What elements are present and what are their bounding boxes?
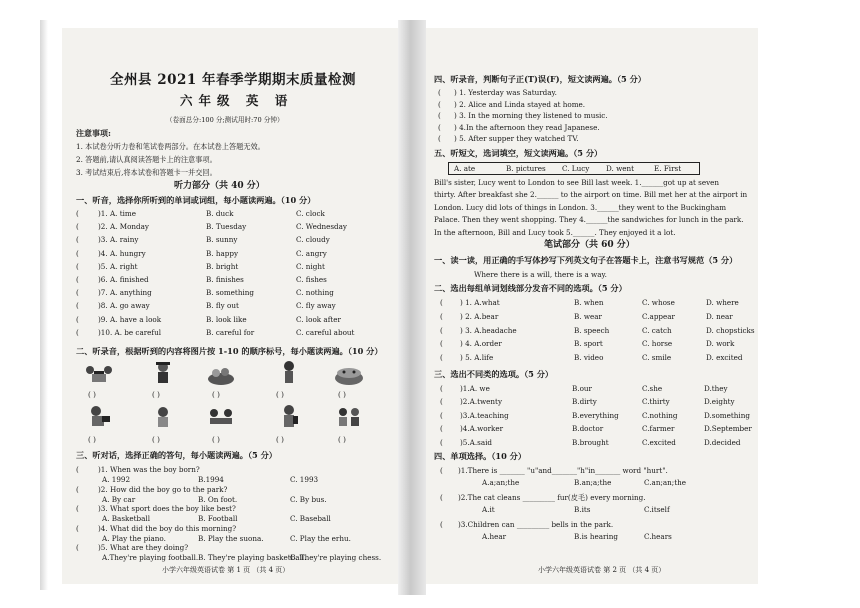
word-bank-a: A. ate bbox=[454, 164, 476, 173]
answer-blank[interactable]: ( bbox=[438, 99, 441, 109]
notice-heading: 注意事项: bbox=[76, 128, 111, 138]
single-choice-option-c: C.itself bbox=[644, 505, 670, 514]
odd-one-out-c: C.farmer bbox=[642, 424, 675, 434]
exam-page-1 bbox=[62, 28, 398, 584]
answer-blank[interactable]: ( bbox=[440, 437, 443, 447]
odd-one-out-c: C.excited bbox=[642, 437, 676, 447]
picture-person-reading bbox=[84, 404, 114, 428]
listening-3-option-a: A. By car bbox=[102, 494, 136, 504]
answer-blank[interactable]: ( bbox=[438, 111, 441, 120]
phonics-option-d: D. chopsticks bbox=[706, 325, 755, 335]
word-bank-b: B. pictures bbox=[506, 164, 546, 173]
answer-blank[interactable]: ( bbox=[76, 275, 79, 284]
answer-blank[interactable]: ( bbox=[76, 301, 79, 311]
phonics-option-d: D. excited bbox=[706, 353, 743, 363]
listening-1-option-b: B. happy bbox=[206, 248, 239, 258]
odd-one-out-a: )4.A.worker bbox=[460, 424, 504, 434]
odd-one-out-a: )3.A.teaching bbox=[460, 410, 509, 420]
listening-3-option-a: A. Basketball bbox=[102, 514, 150, 523]
page-1-footer: 小学六年级英语试卷 第 1 页 （共 4 页） bbox=[162, 566, 290, 574]
phonics-option-c: C. horse bbox=[642, 339, 673, 349]
written-1-heading: 一、读一读，用正确的手写体抄写下列英文句子在答题卡上，注意书写规范（5 分） bbox=[434, 255, 738, 265]
listening-1-option-c: C. careful about bbox=[296, 327, 355, 337]
single-choice-option-b: B.an;a;the bbox=[574, 478, 612, 487]
odd-one-out-b: B.dirty bbox=[572, 397, 597, 407]
listening-1-option-b: B. duck bbox=[206, 209, 234, 218]
listening-3-option-c: C. Baseball bbox=[290, 514, 331, 523]
answer-blank[interactable]: ( bbox=[76, 222, 79, 232]
odd-one-out-c: C.nothing bbox=[642, 410, 678, 420]
section-5-heading: 五、听短文，选词填空，短文读两遍。（5 分） bbox=[434, 148, 603, 158]
picture-cake bbox=[334, 362, 364, 386]
listening-1-item: )3. A. rainy bbox=[98, 235, 139, 245]
listening-1-option-c: C. cloudy bbox=[296, 235, 330, 245]
answer-blank[interactable]: ( bbox=[76, 209, 79, 218]
exam-subtitle: 六年级 英 语 bbox=[180, 93, 294, 108]
listening-1-item: )2. A. Monday bbox=[98, 222, 149, 232]
passage-line: Bill's sister, Lucy went to London to see Bill last week. 1.______got up at seven bbox=[434, 178, 720, 187]
listening-1-item: )6. A. finished bbox=[98, 275, 149, 284]
true-false-item: ) 2. Alice and Linda stayed at home. bbox=[454, 99, 586, 109]
phonics-option-b: B. wear bbox=[574, 311, 602, 321]
listening-1-option-b: B. Tuesday bbox=[206, 222, 247, 232]
answer-blank[interactable]: ( bbox=[440, 424, 443, 434]
odd-one-out-b: B.our bbox=[572, 384, 592, 393]
listening-1-option-b: B. fly out bbox=[206, 301, 239, 311]
answer-blank[interactable]: ( bbox=[440, 410, 443, 420]
odd-one-out-c: C.thirty bbox=[642, 397, 670, 407]
picture-basket-food bbox=[206, 362, 236, 386]
listening-1-option-b: B. bright bbox=[206, 261, 239, 271]
section-1-heading: 一、听音，选择你所听到的单词或词组，每小题读两遍。（10 分） bbox=[76, 195, 316, 205]
listening-3-option-c: C. By bus. bbox=[290, 494, 327, 504]
notice-line-3: 3. 考试结束后,将本试卷和答题卡一并交回。 bbox=[76, 168, 217, 177]
single-choice-option-c: C.an;an;the bbox=[644, 478, 686, 487]
odd-one-out-b: B.brought bbox=[572, 437, 609, 447]
listening-3-option-b: B. On foot. bbox=[198, 494, 238, 504]
picture-label-6: ( ) bbox=[88, 435, 96, 444]
phonics-option-b: B. speech bbox=[574, 325, 610, 335]
phonics-option-c: C. catch bbox=[642, 325, 672, 335]
single-choice-option-a: A.a;an;the bbox=[482, 478, 520, 487]
picture-label-5: ( ) bbox=[338, 390, 346, 399]
listening-1-option-c: C. Wednesday bbox=[296, 222, 347, 232]
written-2-heading: 二、选出每组单词划线部分发音不同的选项。（5 分） bbox=[434, 283, 627, 293]
listening-1-option-b: B. careful for bbox=[206, 327, 255, 337]
listening-1-option-c: C. nothing bbox=[296, 288, 334, 298]
answer-blank[interactable]: ( bbox=[438, 134, 441, 143]
listening-1-option-c: C. look after bbox=[296, 314, 341, 324]
picture-children-playing bbox=[334, 404, 364, 428]
listening-1-option-c: C. fly away bbox=[296, 301, 336, 311]
odd-one-out-d: D.they bbox=[704, 384, 728, 393]
listening-1-option-c: C. clock bbox=[296, 209, 325, 218]
phonics-option-b: B. when bbox=[574, 298, 604, 307]
answer-blank[interactable]: ( bbox=[76, 523, 79, 533]
answer-blank[interactable]: ( bbox=[440, 466, 443, 475]
picture-family-meal bbox=[206, 404, 236, 428]
answer-blank[interactable]: ( bbox=[76, 261, 79, 271]
listening-1-item: )9. A. have a look bbox=[98, 314, 162, 324]
exam-page-2 bbox=[426, 28, 758, 584]
answer-blank[interactable]: ( bbox=[76, 327, 79, 337]
picture-label-8: ( ) bbox=[212, 435, 220, 444]
phonics-option-c: C. whose bbox=[642, 298, 675, 307]
listening-3-option-b: B. Play the suona. bbox=[198, 533, 264, 543]
listening-3-option-a: A. Play the piano. bbox=[102, 533, 166, 543]
answer-blank[interactable]: ( bbox=[440, 520, 443, 529]
odd-one-out-c: C.she bbox=[642, 384, 663, 393]
answer-blank[interactable]: ( bbox=[440, 298, 443, 307]
single-choice-question: )3.Children can _________ bells in the park. bbox=[458, 520, 614, 529]
listening-1-item: )7. A. anything bbox=[98, 288, 152, 298]
picture-label-10: ( ) bbox=[338, 435, 346, 444]
page-edge-shadow bbox=[40, 20, 48, 590]
answer-blank[interactable]: ( bbox=[440, 325, 443, 335]
listening-1-item: )1. A. time bbox=[98, 209, 136, 218]
written-1-sentence: Where there is a will, there is a way. bbox=[474, 270, 607, 279]
passage-line: In the afternoon, Bill and Lucy took 5.______. They enjoyed it a lot. bbox=[434, 227, 676, 237]
listening-3-option-a: A.They're playing football. bbox=[102, 553, 199, 562]
single-choice-option-b: B.its bbox=[574, 505, 591, 514]
odd-one-out-a: )1.A. we bbox=[460, 384, 490, 393]
phonics-option-c: C.appear bbox=[642, 311, 675, 321]
answer-blank[interactable]: ( bbox=[76, 504, 79, 513]
true-false-item: ) 1. Yesterday was Saturday. bbox=[454, 88, 557, 97]
listening-3-option-c: C. 1993 bbox=[290, 475, 319, 484]
section-3-heading: 三、听对话，选择正确的答句，每小题读两遍。（5 分） bbox=[76, 450, 277, 460]
listening-3-question: )3. What sport does the boy like best? bbox=[98, 504, 236, 513]
listening-3-option-c: C. They're playing chess. bbox=[290, 553, 382, 562]
listening-3-question: )1. When was the boy born? bbox=[98, 465, 200, 474]
phonics-option-b: B. sport bbox=[574, 339, 603, 349]
section-2-heading: 二、听录音，根据听到的内容将图片按 1-10 的顺序标号，每小题读两遍。（10 分） bbox=[76, 346, 383, 356]
listening-1-item: )5. A. right bbox=[98, 261, 138, 271]
answer-blank[interactable]: ( bbox=[76, 465, 79, 474]
picture-label-4: ( ) bbox=[276, 390, 284, 399]
phonics-option-c: C. smile bbox=[642, 353, 672, 363]
listening-3-option-b: B. They're playing basketball. bbox=[198, 553, 307, 562]
phonics-option-d: D. near bbox=[706, 311, 733, 321]
odd-one-out-a: )2.A.twenty bbox=[460, 397, 503, 407]
written-4-heading: 四、单项选择。（10 分） bbox=[434, 451, 527, 461]
listening-1-option-b: B. finishes bbox=[206, 275, 244, 284]
single-choice-question: )2.The cat cleans _________ fur(皮毛) every morning. bbox=[458, 493, 646, 502]
listening-3-option-b: B. Football bbox=[198, 514, 238, 523]
answer-blank[interactable]: ( bbox=[440, 339, 443, 349]
answer-blank[interactable]: ( bbox=[76, 288, 79, 298]
phonics-option-d: D. work bbox=[706, 339, 735, 349]
listening-1-item: )8. A. go away bbox=[98, 301, 150, 311]
exam-title: 全州县 2021 年春季学期期末质量检测 bbox=[110, 72, 356, 88]
listening-3-question: )5. What are they doing? bbox=[98, 543, 189, 552]
answer-blank[interactable]: ( bbox=[76, 314, 79, 324]
picture-label-3: ( ) bbox=[212, 390, 220, 399]
listening-1-option-b: B. sunny bbox=[206, 235, 238, 245]
single-choice-option-a: A.it bbox=[482, 505, 495, 514]
book-gutter bbox=[398, 20, 426, 595]
picture-label-1: ( ) bbox=[88, 390, 96, 399]
odd-one-out-d: D.eighty bbox=[704, 397, 735, 407]
single-choice-option-b: B.is hearing bbox=[574, 532, 618, 541]
word-bank-e: E. First bbox=[654, 164, 682, 173]
answer-blank[interactable]: ( bbox=[440, 397, 443, 407]
listening-heading: 听力部分（共 40 分） bbox=[174, 181, 265, 191]
listening-1-item: )10. A. be careful bbox=[98, 327, 162, 337]
true-false-item: ) 5. After supper they watched TV. bbox=[454, 134, 579, 143]
picture-label-9: ( ) bbox=[276, 435, 284, 444]
single-choice-question: )1.There is _______ "u"and_______"h"in_______ word "hurt". bbox=[458, 466, 668, 475]
odd-one-out-b: B.doctor bbox=[572, 424, 604, 434]
word-bank-c: C. Lucy bbox=[562, 164, 590, 173]
odd-one-out-b: B.everything bbox=[572, 410, 619, 420]
section-4-heading: 四、听录音，判断句子正(T)误(F)，短文读两遍。（5 分） bbox=[434, 74, 646, 84]
answer-blank[interactable]: ( bbox=[440, 311, 443, 321]
answer-blank[interactable]: ( bbox=[76, 543, 79, 552]
notice-line-2: 2. 答题前,请认真阅读答题卡上的注意事项。 bbox=[76, 155, 217, 164]
listening-1-option-c: C. fishes bbox=[296, 275, 327, 284]
picture-label-7: ( ) bbox=[152, 435, 160, 444]
listening-1-option-c: C. night bbox=[296, 261, 325, 271]
passage-line: Palace. Then they went shopping. They 4.______the sandwiches for lunch in the park. bbox=[434, 215, 744, 225]
picture-label-2: ( ) bbox=[152, 390, 160, 399]
odd-one-out-a: )5.A.said bbox=[460, 437, 493, 447]
phonics-option-a: ) 4. A.order bbox=[460, 339, 502, 349]
true-false-item: ) 4.In the afternoon they read Japanese. bbox=[454, 122, 600, 132]
written-heading: 笔试部分（共 60 分） bbox=[544, 240, 635, 250]
phonics-option-a: ) 3. A.headache bbox=[460, 325, 517, 335]
listening-1-option-b: B. something bbox=[206, 288, 254, 298]
listening-3-question: )2. How did the boy go to the park? bbox=[98, 484, 228, 494]
notice-line-1: 1. 本试卷分听力卷和笔试卷两部分。在本试卷上答题无效。 bbox=[76, 142, 265, 151]
listening-1-option-b: B. look like bbox=[206, 314, 247, 324]
phonics-option-d: D. where bbox=[706, 298, 739, 307]
picture-chess-players bbox=[84, 362, 114, 386]
answer-blank[interactable]: ( bbox=[440, 493, 443, 502]
answer-blank[interactable]: ( bbox=[440, 353, 443, 363]
odd-one-out-d: D.decided bbox=[704, 437, 741, 447]
answer-blank[interactable]: ( bbox=[438, 88, 441, 97]
listening-3-option-c: C. Play the erhu. bbox=[290, 533, 351, 543]
answer-blank[interactable]: ( bbox=[440, 384, 443, 393]
phonics-option-a: ) 1. A.what bbox=[460, 298, 500, 307]
phonics-option-a: ) 2. A.bear bbox=[460, 311, 499, 321]
picture-boy-with-backpack bbox=[274, 404, 304, 428]
listening-1-option-c: C. angry bbox=[296, 248, 327, 258]
listening-3-option-b: B.1994 bbox=[198, 475, 224, 484]
listening-1-item: )4. A. hungry bbox=[98, 248, 146, 258]
picture-man-with-hat bbox=[148, 360, 178, 384]
answer-blank[interactable]: ( bbox=[76, 484, 79, 494]
page-2-footer: 小学六年级英语试卷 第 2 页 （共 4 页） bbox=[538, 566, 666, 574]
picture-girl-standing bbox=[274, 360, 304, 384]
odd-one-out-d: D.September bbox=[704, 424, 752, 434]
odd-one-out-d: D.something bbox=[704, 410, 750, 420]
listening-3-option-a: A. 1992 bbox=[102, 475, 131, 484]
score-note: （卷面总分:100 分;测试用时:70 分钟） bbox=[166, 116, 284, 124]
picture-girl-with-bow bbox=[148, 404, 178, 428]
written-3-heading: 三、选出不同类的选项。（5 分） bbox=[434, 369, 554, 379]
single-choice-option-c: C.hears bbox=[644, 532, 672, 541]
single-choice-option-a: A.hear bbox=[482, 532, 507, 541]
answer-blank[interactable]: ( bbox=[438, 122, 441, 132]
true-false-item: ) 3. In the morning they listened to music. bbox=[454, 111, 608, 120]
listening-3-question: )4. What did the boy do this morning? bbox=[98, 523, 237, 533]
word-bank-d: D. went bbox=[606, 164, 634, 173]
answer-blank[interactable]: ( bbox=[76, 235, 79, 245]
phonics-option-a: ) 5. A.life bbox=[460, 353, 494, 363]
passage-line: London. Lucy did lots of things in London. 3.______they went to the Buckingham bbox=[434, 202, 727, 212]
phonics-option-b: B. video bbox=[574, 353, 604, 363]
answer-blank[interactable]: ( bbox=[76, 248, 79, 258]
passage-line: thirty. After breakfast she 2.______ to the airport on time. Bill met her at the airport in bbox=[434, 190, 748, 200]
